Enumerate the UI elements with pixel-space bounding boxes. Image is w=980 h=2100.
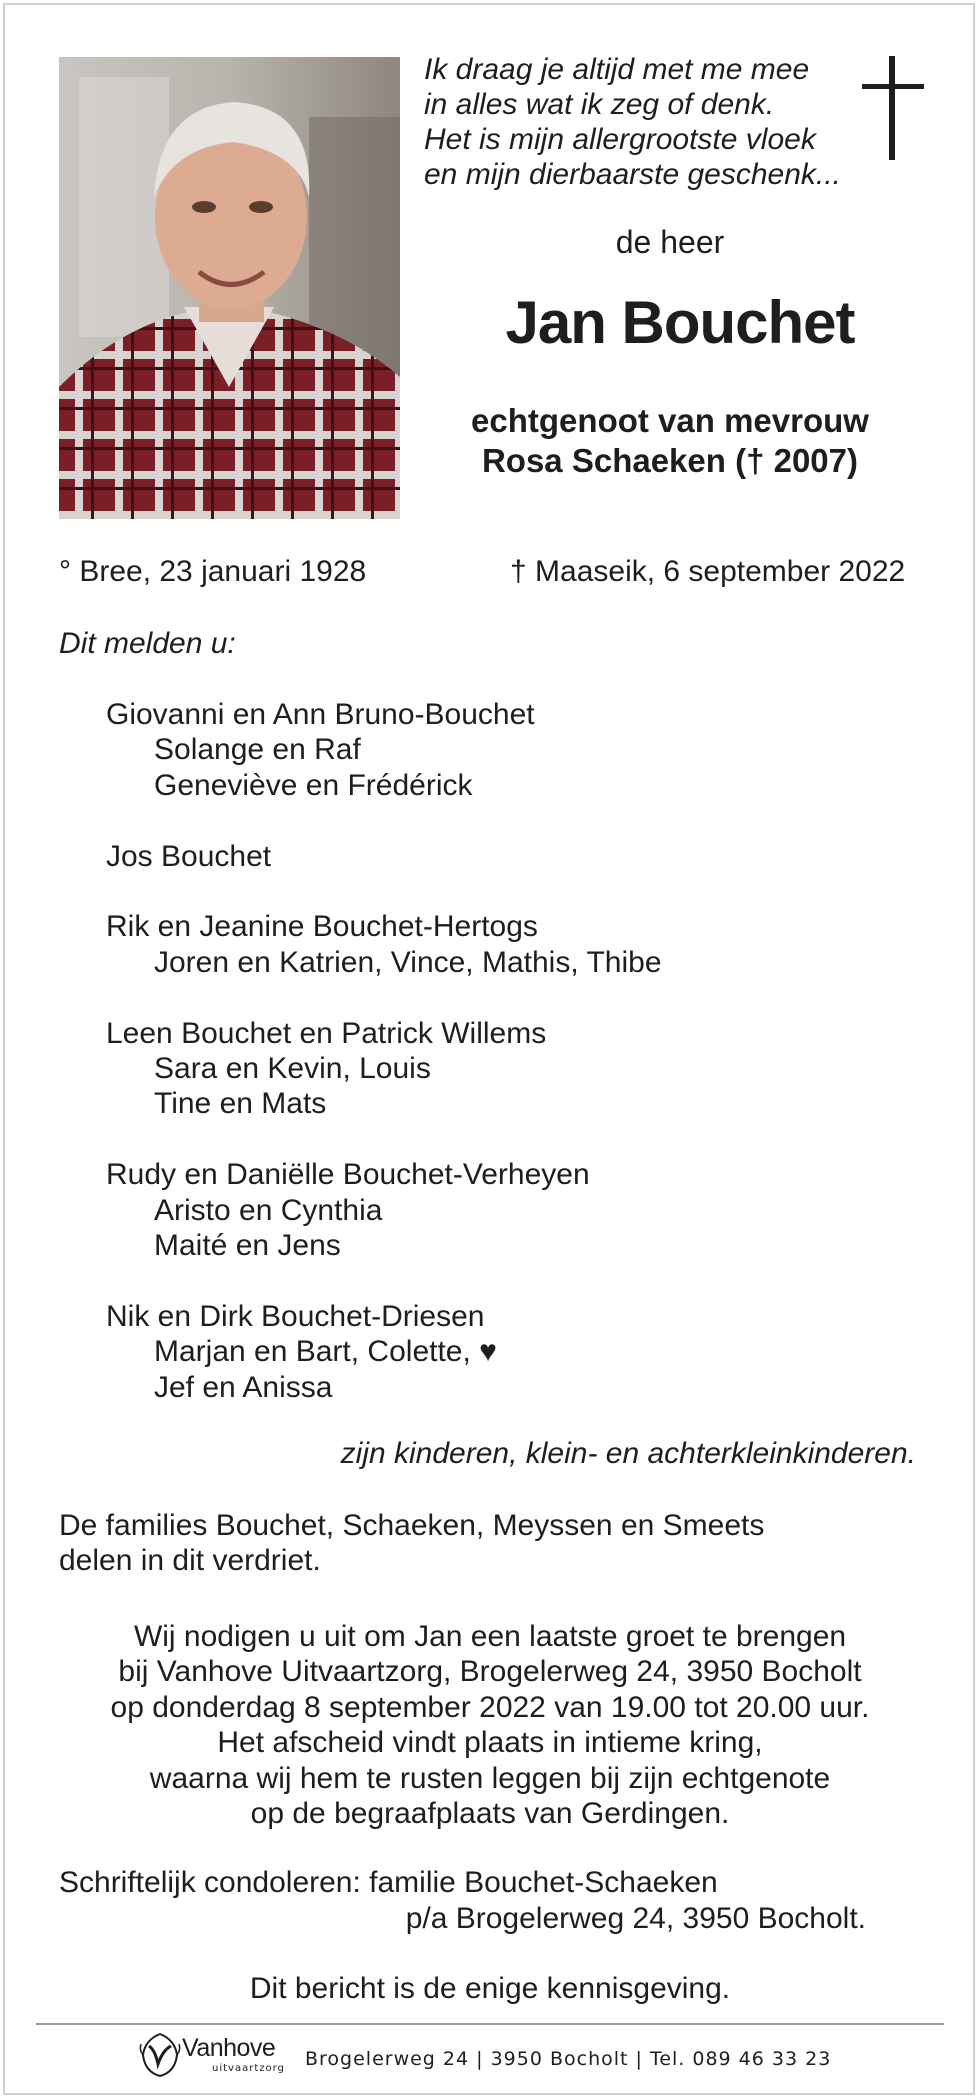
invitation-line: Wij nodigen u uit om Jan een laatste groet te brengen xyxy=(133,1620,847,1653)
poem-line: en mijn dierbaarste geschenk... xyxy=(424,158,841,191)
notice-line: Dit bericht is de enige kennisgeving. xyxy=(249,1972,731,2005)
family-group xyxy=(106,1157,662,1263)
invitation-block xyxy=(40,1619,940,1831)
deceased-name: Jan Bouchet xyxy=(505,289,855,356)
poem xyxy=(424,52,874,192)
poem-line: Ik draag je altijd met me mee xyxy=(424,53,810,86)
condolence-line: Schriftelijk condoleren: familie Bouchet-Schaeken xyxy=(59,1866,718,1899)
poem-line: Het is mijn allergrootste vloek xyxy=(424,123,816,156)
invitation-line: bij Vanhove Uitvaartzorg, Brogelerweg 24, 3950 Bocholt xyxy=(118,1655,862,1689)
birth-date: ° Bree, 23 januari 1928 xyxy=(59,555,367,588)
family-group xyxy=(106,1299,662,1405)
family-children: Marjan en Bart, Colette, ♥ xyxy=(154,1335,497,1369)
family-parents: Leen Bouchet en Patrick Willems xyxy=(106,1016,547,1050)
family-group xyxy=(106,1016,662,1122)
family-children: Jef en Anissa xyxy=(154,1370,333,1404)
family-group xyxy=(106,697,662,803)
relatives-line: De families Bouchet, Schaeken, Meyssen en Smeets xyxy=(59,1509,765,1542)
condolence-address: p/a Brogelerweg 24, 3950 Bocholt. xyxy=(405,1902,866,1935)
invitation-line: waarna wij hem te rusten leggen bij zijn echtgenote xyxy=(149,1761,831,1795)
vanhove-logo-icon xyxy=(135,2030,185,2080)
family-group xyxy=(106,909,662,980)
relation-line: zijn kinderen, klein- en achterkleinkinderen. xyxy=(340,1437,916,1470)
family-children: Geneviève en Frédérick xyxy=(154,768,473,802)
footer-divider xyxy=(36,2023,944,2025)
portrait-photo xyxy=(59,57,400,519)
relatives-block xyxy=(59,1508,764,1579)
spouse-line: Rosa Schaeken († 2007) xyxy=(481,442,859,479)
family-parents: Nik en Dirk Bouchet-Driesen xyxy=(106,1299,485,1333)
spouse-info xyxy=(420,401,920,481)
family-parents: Giovanni en Ann Bruno-Bouchet xyxy=(106,698,535,731)
family-parents: Jos Bouchet xyxy=(106,839,272,873)
invitation-line: op donderdag 8 september 2022 van 19.00 tot 20.00 uur. xyxy=(110,1690,870,1724)
footer-brand-sub: uitvaartzorg xyxy=(212,2063,285,2074)
poem-line: in alles wat ik zeg of denk. xyxy=(424,88,775,121)
relatives-line: delen in dit verdriet. xyxy=(59,1544,321,1578)
family-parents: Rik en Jeanine Bouchet-Hertogs xyxy=(106,910,538,944)
announcement-intro: Dit melden u: xyxy=(59,627,236,660)
invitation-line: op de begraafplaats van Gerdingen. xyxy=(250,1797,730,1831)
family-children: Aristo en Cynthia xyxy=(154,1193,383,1227)
family-parents: Rudy en Daniëlle Bouchet-Verheyen xyxy=(106,1158,590,1192)
family-children: Joren en Katrien, Vince, Mathis, Thibe xyxy=(154,945,662,979)
cross-icon xyxy=(862,56,924,160)
footer-brand: Vanhove xyxy=(182,2034,276,2062)
family-list xyxy=(106,697,662,1440)
family-children: Sara en Kevin, Louis xyxy=(154,1052,431,1086)
death-date: † Maaseik, 6 september 2022 xyxy=(510,555,906,588)
family-children: Solange en Raf xyxy=(154,733,361,767)
spouse-line: echtgenoot van mevrouw xyxy=(471,402,869,439)
title-prefix: de heer xyxy=(615,224,725,260)
family-children: Maité en Jens xyxy=(154,1229,341,1263)
invitation-line: Het afscheid vindt plaats in intieme kring, xyxy=(217,1726,763,1760)
family-group xyxy=(106,839,662,874)
footer-address: Brogelerweg 24 | 3950 Bocholt | Tel. 089 46 33 23 xyxy=(305,2048,832,2070)
family-children: Tine en Mats xyxy=(154,1087,327,1121)
